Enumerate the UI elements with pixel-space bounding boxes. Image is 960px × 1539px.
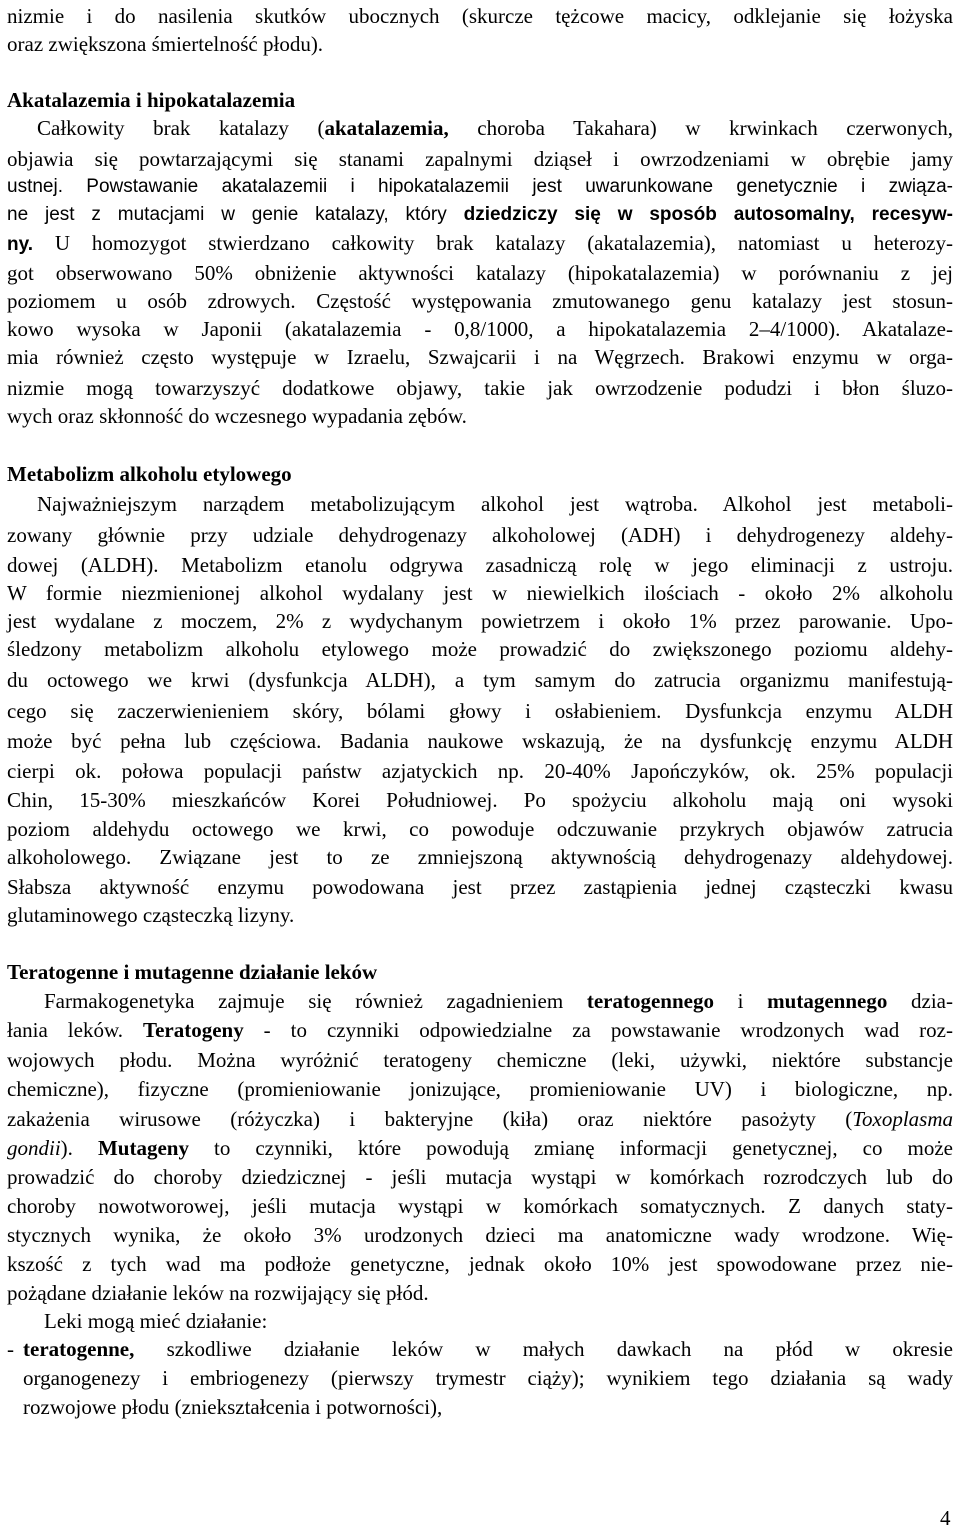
text-line: zowany głównie przy udziale dehydrogenazy alkoholowej (ADH) i dehydrogenezy aldehy- xyxy=(7,523,953,547)
text-line: rozwojowe płodu (zniekształcenia i potworności), xyxy=(23,1395,443,1419)
text-line: mia również często występuje w Izraelu, Szwajcarii i na Węgrzech. Brakowi enzymu w orga- xyxy=(7,345,953,369)
text-line xyxy=(44,987,953,1015)
text-line: got obserwowano 50% obniżenie aktywności katalazy (hipokatalazemia) w porównaniu z jej xyxy=(7,261,953,285)
text-line: choroby nowotworowej, jeśli mutacja wystąpi w komórkach somatycznych. Z danych staty- xyxy=(7,1194,953,1218)
text-line: kszość z tych wad ma podłoże genetyczne, jednak około 10% jest spowodowane przez nie- xyxy=(7,1252,953,1276)
text-line: prowadzić do choroby dziedzicznej - jeśli mutacja wystąpi w komórkach rozrodczych lub do xyxy=(7,1165,953,1189)
bold-term: akatalazemia, xyxy=(324,116,449,140)
bold-term: ny. xyxy=(7,234,34,255)
text-line xyxy=(7,229,953,259)
list-item xyxy=(23,1335,953,1363)
section-heading-teratogenne: Teratogenne i mutagenne działanie leków xyxy=(7,960,378,984)
text-span: to czynniki, które powodują zmianę informacji genetycznej, co może xyxy=(188,1136,954,1160)
list-bullet: - xyxy=(7,1337,14,1361)
text-span: dzia- xyxy=(887,989,953,1013)
section-heading-akatalazemia: Akatalazemia i hipokatalazemia xyxy=(7,88,296,112)
text-line: Najważniejszym narządem metabolizującym alkohol jest wątroba. Alkohol jest metaboli- xyxy=(37,492,953,516)
text-span: - to czynniki odpowiedzialne za powstawanie wrodzonych wad roz- xyxy=(243,1018,953,1042)
text-line: pożądane działanie leków na rozwijający się płód. xyxy=(7,1281,429,1305)
text-line xyxy=(7,1134,953,1162)
text-span: U homozygot stwierdzano całkowity brak katalazy (akatalazemia), natomiast u heterozy- xyxy=(33,231,953,255)
text-line xyxy=(7,1016,953,1044)
text-span: i xyxy=(713,989,768,1013)
bold-term: Mutageny xyxy=(97,1136,189,1160)
bold-term: dziedziczy się w sposób autosomalny, recesyw- xyxy=(463,204,953,225)
italic-term: Toxoplasma xyxy=(852,1107,953,1131)
text-span: Całkowity brak katalazy ( xyxy=(37,116,325,140)
text-line: objawia się powtarzającymi się stanami zapalnymi dziąseł i owrzodzeniami w obrębie jamy xyxy=(7,147,953,171)
text-line: może być pełna lub częściowa. Badania naukowe wskazują, że na dysfunkcję enzymu ALDH xyxy=(7,729,953,753)
text-line: chemiczne), fizyczne (promieniowanie jonizujące, promieniowanie UV) i biologiczne, np. xyxy=(7,1077,953,1101)
bold-term: teratogenne, xyxy=(23,1337,135,1361)
italic-term: gondii xyxy=(7,1136,61,1160)
text-line: cego się zaczerwienieniem skóry, bólami głowy i osłabieniem. Dysfunkcja enzymu ALDH xyxy=(7,699,953,723)
text-line: nizmie mogą towarzyszyć dodatkowe objawy, takie jak owrzodzenie podudzi i błon śluzo- xyxy=(7,376,953,400)
text-line: cierpi ok. połowa populacji państw azjatyckich np. 20-40% Japończyków, ok. 25% populacji xyxy=(7,759,953,783)
text-line: nizmie i do nasilenia skutków ubocznych (skurcze tężcowe macicy, odklejanie się łożyska xyxy=(7,4,953,28)
bold-term: Teratogeny xyxy=(142,1018,244,1042)
text-line: ustnej. Powstawanie akatalazemii i hipokatalazemii jest uwarunkowane genetycznie i związa- xyxy=(7,176,953,197)
bold-term: teratogennego xyxy=(586,989,714,1013)
text-line: Leki mogą mieć działanie: xyxy=(44,1309,268,1333)
text-line: W formie niezmienionej alkohol wydalany jest w niewielkich ilościach - około 2% alkoholu xyxy=(7,581,953,605)
bold-term: mutagennego xyxy=(767,989,888,1013)
text-span: ). xyxy=(60,1136,98,1160)
text-line xyxy=(7,1105,953,1133)
section-heading-metabolizm: Metabolizm alkoholu etylowego xyxy=(7,462,292,486)
text-line: jest wydalane z moczem, 2% z wydychanym powietrzem i około 1% przez parowanie. Upo- xyxy=(7,609,953,633)
text-span: zakażenia wirusowe (różyczka) i bakteryjne (kiła) oraz niektóre pasożyty ( xyxy=(7,1107,853,1131)
text-span: szkodliwe działanie leków w małych dawkach na płód w okresie xyxy=(134,1337,953,1361)
text-line: organogenezy i embriogenezy (pierwszy trymestr ciąży); wynikiem tego działania są wady xyxy=(23,1366,953,1390)
text-line xyxy=(7,201,953,229)
text-line: śledzony metabolizm alkoholu etylowego może prowadzić do zwiększonego poziomu aldehy- xyxy=(7,637,953,661)
text-line: glutaminowego cząsteczką lizyny. xyxy=(7,903,295,927)
text-line: kowo wysoka w Japonii (akatalazemia - 0,8/1000, a hipokatalazemia 2–4/1000). Akatalaze- xyxy=(7,317,953,341)
text-line: du octowego we krwi (dysfunkcja ALDH), a tym samym do zatrucia organizmu manifestują- xyxy=(7,668,953,692)
text-line: stycznych wynika, że około 3% urodzonych dzieci ma anatomiczne wady wrodzone. Wię- xyxy=(7,1223,953,1247)
text-line: wojowych płodu. Można wyróżnić teratogeny chemiczne (leki, używki, niektóre substancje xyxy=(7,1048,953,1072)
text-line: poziomem u osób zdrowych. Częstość występowania zmutowanego genu katalazy jest stosun- xyxy=(7,289,953,313)
text-span: ne jest z mutacjami w genie katalazy, który xyxy=(7,204,464,225)
text-span: łania leków. xyxy=(7,1018,143,1042)
text-line: alkoholowego. Związane jest to ze zmniejszoną aktywnością dehydrogenazy aldehydowej. xyxy=(7,845,953,869)
page-number: 4 xyxy=(940,1506,951,1530)
text-span: choroba Takahara) w krwinkach czerwonych, xyxy=(448,116,953,140)
text-line: poziom aldehydu octowego we krwi, co powoduje odczuwanie przykrych objawów zatrucia xyxy=(7,817,953,841)
text-line: dowej (ALDH). Metabolizm etanolu odgrywa zasadniczą rolę w jego eliminacji z ustroju. xyxy=(7,553,953,577)
text-line: Słabsza aktywność enzymu powodowana jest przez zastąpienia jednej cząsteczki kwasu xyxy=(7,875,953,899)
text-line: wych oraz skłonność do wczesnego wypadania zębów. xyxy=(7,404,467,428)
text-line: Chin, 15-30% mieszkańców Korei Południowej. Po spożyciu alkoholu mają oni wysoki xyxy=(7,788,953,812)
text-span: Farmakogenetyka zajmuje się również zagadnieniem xyxy=(44,989,587,1013)
text-line: oraz zwiększona śmiertelność płodu). xyxy=(7,32,324,56)
text-line xyxy=(37,114,953,142)
